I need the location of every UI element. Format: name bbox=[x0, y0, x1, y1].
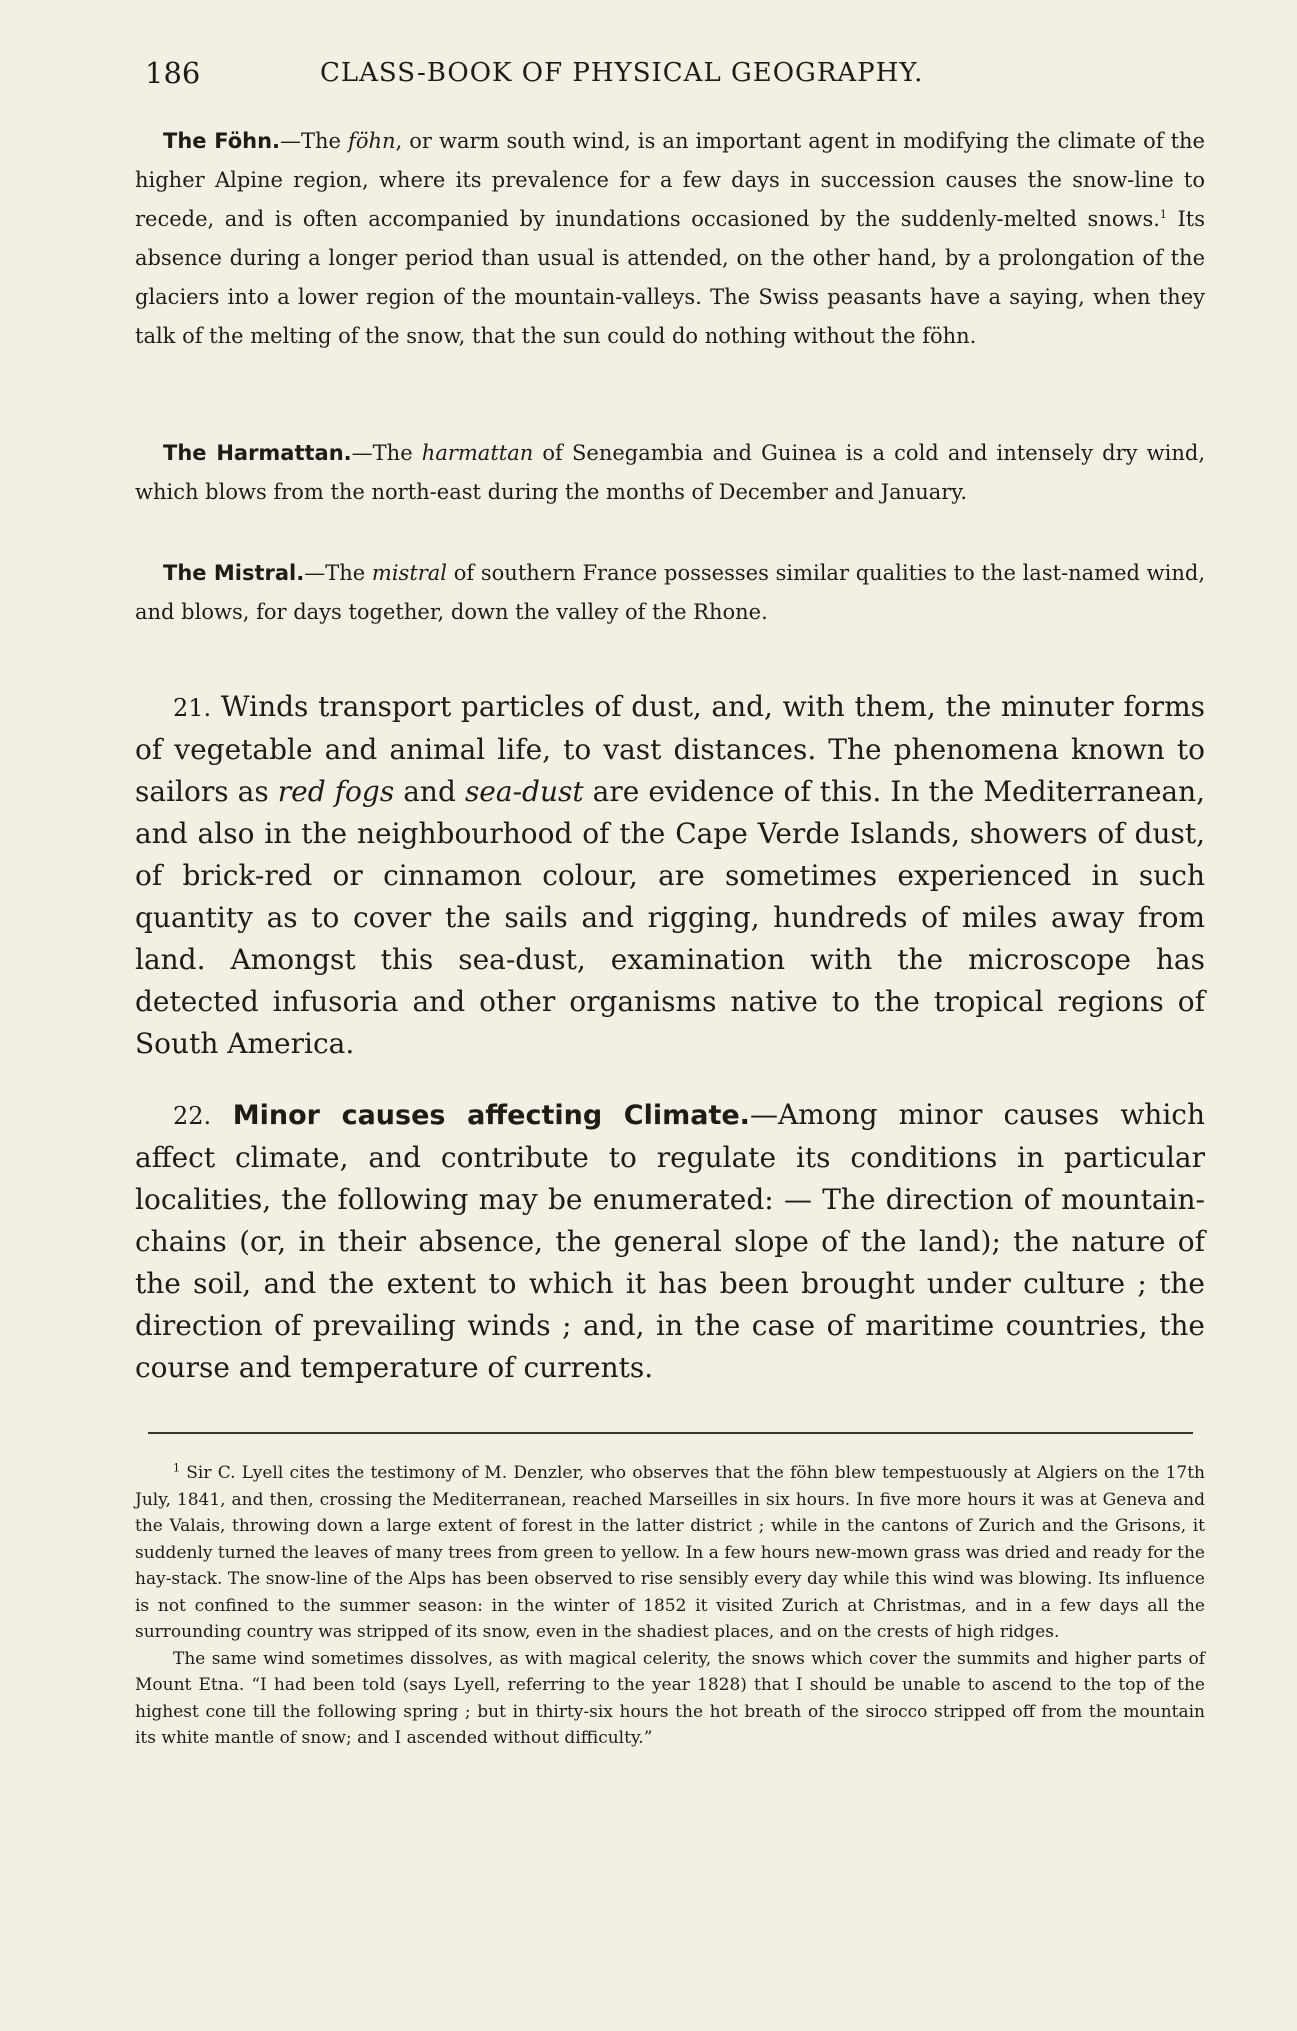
section-22-heading: Minor causes affecting Climate. bbox=[211, 1100, 750, 1131]
fohn-heading: The Föhn. bbox=[163, 129, 281, 153]
harmattan-paragraph bbox=[135, 434, 1205, 512]
harmattan-text-1: —The bbox=[351, 441, 422, 465]
page-number: 186 bbox=[145, 56, 201, 90]
fohn-paragraph bbox=[135, 122, 1205, 356]
harmattan-text-2: of Senegambia and Guinea is a cold and intensely dry wind, which blows from the north-east during the months of December and January. bbox=[135, 441, 1205, 504]
harmattan-heading: The Harmattan. bbox=[163, 441, 352, 465]
mistral-text-2: of southern France possesses similar qualities to the last-named wind, and blows, for days together, down the valley of the Rhone. bbox=[135, 561, 1206, 624]
footnote-divider bbox=[148, 1432, 1193, 1434]
mistral-heading: The Mistral. bbox=[163, 561, 305, 585]
footnote-reference: 1 bbox=[1159, 208, 1167, 221]
footnote bbox=[135, 1460, 1205, 1752]
section-22-paragraph bbox=[135, 1094, 1205, 1389]
mistral-term: mistral bbox=[371, 561, 448, 585]
fohn-term: föhn bbox=[348, 129, 396, 153]
section-21-term-sea-dust: sea-dust bbox=[464, 775, 584, 808]
mistral-text-1: —The bbox=[304, 561, 372, 585]
harmattan-term: harmattan bbox=[421, 441, 534, 465]
mistral-paragraph bbox=[135, 554, 1205, 632]
fohn-text-1: —The bbox=[280, 129, 349, 153]
section-21-term-red-fogs: red fogs bbox=[277, 775, 395, 808]
section-21-text-1: Winds transport particles of dust, and, with them, the minuter forms of vegetable and animal life, to vast distances. The phenomena known to sailors as bbox=[135, 690, 1205, 808]
section-21-text-3: are evidence of this. In the Mediterranean, and also in the neighbourhood of the Cape Verde Islands, showers of dust, of brick-red or cinnamon colour, are sometimes experienced in such quantity as to cover the sails and rigging, hundreds of miles away from land. Amongst this sea-dust, examination with the microscope has detected infusoria and other organisms native to the tropical regions of South America. bbox=[135, 775, 1206, 1060]
running-title: CLASS-BOOK OF PHYSICAL GEOGRAPHY. bbox=[320, 58, 924, 88]
fohn-text-2: , or warm south wind, is an important agent in modifying the climate of the higher Alpine region, where its prevalence for a few days in succession causes the snow-line to recede, and is often accompanied by inundations occasioned by the suddenly-melted snows. bbox=[135, 129, 1205, 231]
section-21-paragraph bbox=[135, 686, 1205, 1065]
page-header bbox=[135, 52, 1205, 92]
footnote-paragraph-1: Sir C. Lyell cites the testimony of M. Denzler, who observes that the föhn blew tempestuously at Algiers on the 17th July, 1841, and then, crossing the Mediterranean, reached Marseilles in six hours. In five more hours it was at Geneva and the Valais, throwing down a large extent of forest in the latter district ; while in the cantons of Zurich and the Grisons, it suddenly turned the leaves of many trees from green to yellow. In a few hours new-mown grass was dried and ready for the hay-stack. The snow-line of the Alps has been observed to rise sensibly every day while this wind was blowing. Its influence is not confined to the summer season: in the winter of 1852 it visited Zurich at Christmas, and in a few days all the surrounding country was stripped of its snow, even in the shadiest places, and on the crests of high ridges. bbox=[135, 1463, 1205, 1642]
section-21-text-2: and bbox=[394, 775, 465, 808]
section-21-number: 21. bbox=[173, 694, 212, 722]
section-22-number: 22. bbox=[173, 1102, 212, 1130]
fohn-text-3: Its absence during a longer period than usual is attended, on the other hand, by a prolongation of the glaciers into a lower region of the mountain-valleys. The Swiss peasants have a saying, when they talk of the melting of the snow, that the sun could do nothing without the föhn. bbox=[135, 207, 1205, 348]
section-22-text: —Among minor causes which affect climate, and contribute to regulate its conditions in particular localities, the following may be enumerated: — The direction of mountain-chains (or, in their absence, the general slope of the land); the nature of the soil, and the extent to which it has been brought under culture ; the direction of prevailing winds ; and, in the case of maritime countries, the course and temperature of currents. bbox=[135, 1098, 1205, 1384]
footnote-mark: 1 bbox=[173, 1461, 180, 1475]
footnote-paragraph-2: The same wind sometimes dissolves, as with magical celerity, the snows which cover the summits and higher parts of Mount Etna. “I had been told (says Lyell, referring to the year 1828) that I should be unable to ascend to the top of the highest cone till the following spring ; but in thirty-six hours the hot breath of the sirocco stripped off from the mountain its white mantle of snow; and I ascended without difficulty.” bbox=[135, 1648, 1205, 1748]
